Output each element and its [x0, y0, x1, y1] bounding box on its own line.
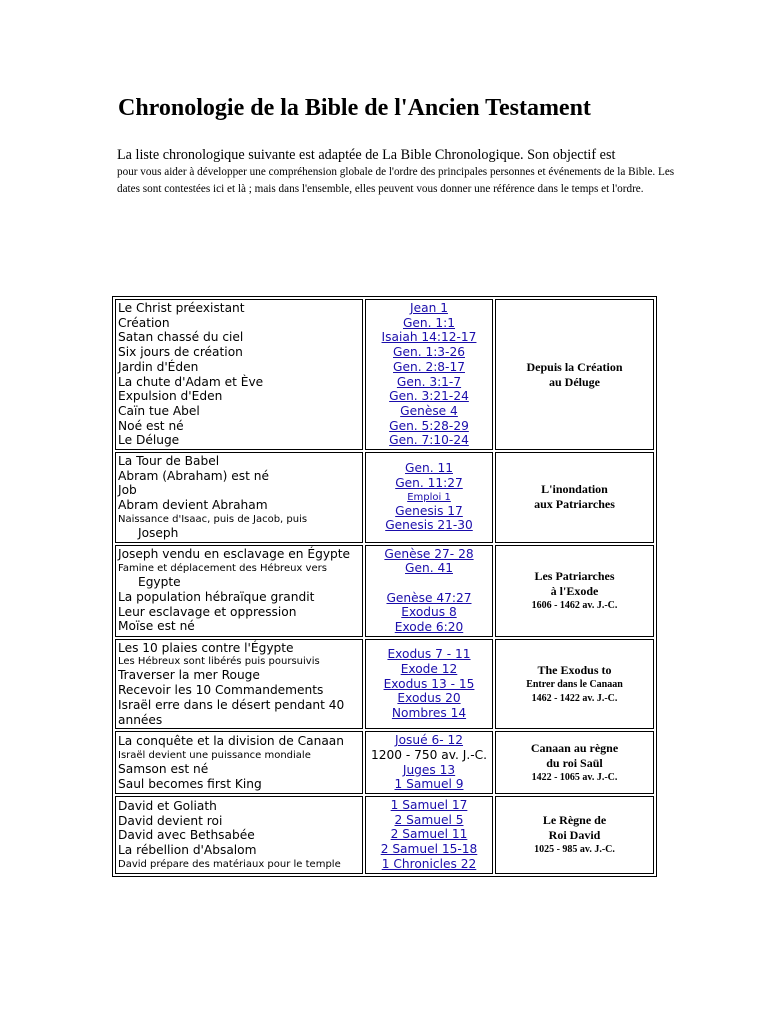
event-item: Noé est né [118, 418, 184, 433]
scripture-link[interactable]: 1 Samuel 17 [390, 798, 468, 813]
scripture-link[interactable]: Emploi 1 [407, 491, 451, 503]
scripture-link[interactable]: Gen. 2:8-17 [393, 359, 465, 374]
table-row [115, 452, 654, 543]
event-item: La rébellion d'Absalom [118, 843, 257, 858]
scripture-link[interactable]: 1 Samuel 9 [394, 777, 464, 792]
scripture-link[interactable]: Genesis 21-30 [385, 518, 473, 533]
scripture-link[interactable]: Exodus 7 - 11 [387, 647, 471, 662]
period-title: du roi Saül [546, 755, 603, 770]
event-item: Naissance d'Isaac, puis de Jacob, puis [118, 513, 308, 525]
period-dates: 1025 - 985 av. J.-C. [534, 843, 615, 855]
scripture-link[interactable]: Juges 13 [402, 762, 456, 777]
period-dates: 1606 - 1462 av. J.-C. [531, 599, 618, 611]
event-item: Le Christ préexistant [118, 301, 245, 315]
page-title: Chronologie de la Bible de l'Ancien Testament [118, 95, 591, 121]
scripture-link[interactable]: Genèse 27- 28 [384, 546, 474, 561]
period-title: au Déluge [549, 374, 600, 389]
scripture-link[interactable]: 2 Samuel 5 [394, 812, 464, 827]
event-item: Traverser la mer Rouge [118, 668, 260, 683]
references-cell [365, 452, 493, 543]
scripture-link[interactable]: 1 Chronicles 22 [381, 856, 477, 871]
event-item: Satan chassé du ciel [118, 330, 244, 345]
scripture-link[interactable]: 2 Samuel 15-18 [380, 842, 478, 857]
event-item: Leur esclavage et oppression [118, 604, 297, 619]
scripture-link[interactable]: 2 Samuel 11 [390, 827, 468, 842]
event-item: Caïn tue Abel [118, 403, 200, 418]
period-cell [495, 796, 654, 874]
intro-paragraph [117, 146, 677, 197]
period-title: aux Patriarches [534, 497, 615, 512]
chronology-table [112, 296, 657, 877]
event-item: La Tour de Babel [118, 454, 220, 469]
period-title: Le Règne de [542, 812, 607, 827]
scripture-link[interactable]: Exode 6:20 [394, 620, 464, 635]
event-item: Recevoir les 10 Commandements [118, 683, 324, 698]
period-title: à l'Exode [550, 583, 599, 598]
event-item: Jardin d'Éden [118, 359, 199, 374]
scripture-link[interactable]: Gen. 7:10-24 [389, 433, 469, 448]
references-cell [365, 545, 493, 637]
event-item: Famine et déplacement des Hébreux vers [118, 563, 327, 575]
event-item: Saul becomes first King [118, 776, 262, 791]
event-item: Création [118, 315, 170, 330]
period-title: Les Patriarches [534, 568, 615, 583]
scripture-link[interactable]: Exode 12 [400, 661, 458, 676]
table-row [115, 299, 654, 450]
period-title: Canaan au règne [530, 740, 619, 755]
period-title: The Exodus to [537, 662, 612, 677]
scripture-link[interactable]: Gen. 5:28-29 [389, 418, 469, 433]
scripture-link[interactable]: Isaiah 14:12-17 [381, 330, 477, 345]
period-cell [495, 639, 654, 730]
scripture-link[interactable]: Gen. 3:1-7 [396, 374, 462, 389]
events-cell [115, 545, 363, 637]
events-cell [115, 731, 363, 794]
scripture-link[interactable]: Josué 6- 12 [394, 733, 464, 748]
scripture-link[interactable]: Exodus 13 - 15 [383, 676, 475, 691]
event-item: Moïse est né [118, 619, 195, 634]
intro-first-line: La liste chronologique suivante est adaptée de La Bible Chronologique. Son objectif est [117, 147, 616, 163]
table-row [115, 545, 654, 637]
period-cell [495, 452, 654, 543]
intro-body: pour vous aider à développer une compréhension globale de l'ordre des principales personnes et événements de la Bible. Les dates sont contestées ici et là ; mais dans l'ensemble, elles peuvent vous donner une référence dans le temps et l'ordre. [117, 166, 675, 195]
scripture-link[interactable]: Exodus 20 [397, 691, 461, 706]
event-item: David prépare des matériaux pour le temple [118, 858, 341, 870]
event-item: Joseph [138, 525, 179, 540]
event-item: Les 10 plaies contre l'Égypte [118, 640, 294, 655]
scripture-link[interactable]: Gen. 41 [405, 561, 453, 576]
event-item: La population hébraïque grandit [118, 589, 315, 604]
scripture-link[interactable]: Nombres 14 [391, 706, 467, 721]
events-cell [115, 299, 363, 450]
references-cell [365, 731, 493, 794]
scripture-link[interactable]: Gen. 3:21-24 [389, 389, 469, 404]
scripture-link[interactable]: Jean 1 [410, 301, 448, 315]
scripture-link[interactable]: Genèse 4 [400, 403, 458, 418]
date-range: 1200 - 750 av. J.-C. [370, 747, 488, 762]
period-subtitle: Entrer dans le Canaan [526, 678, 623, 690]
references-cell [365, 299, 493, 450]
events-cell [115, 452, 363, 543]
period-cell [495, 545, 654, 637]
spacer [368, 576, 490, 591]
event-item: La chute d'Adam et Ève [118, 374, 264, 389]
event-item: Abram (Abraham) est né [118, 468, 270, 483]
event-item: Joseph vendu en esclavage en Égypte [118, 547, 351, 562]
scripture-link[interactable]: Gen. 1:1 [402, 315, 456, 330]
references-cell [365, 639, 493, 730]
period-cell [495, 299, 654, 450]
table-row [115, 796, 654, 874]
event-item: Israël devient une puissance mondiale [118, 749, 311, 761]
period-title: L'inondation [541, 482, 608, 497]
scripture-link[interactable]: Gen. 1:3-26 [393, 345, 465, 360]
event-item: Egypte [138, 575, 181, 590]
event-item: David avec Bethsabée [118, 828, 255, 843]
events-cell [115, 796, 363, 874]
event-item: Israël erre dans le désert pendant 40 [118, 697, 345, 712]
period-title: Roi David [548, 827, 601, 842]
scripture-link[interactable]: Exodus 8 [401, 605, 457, 620]
scripture-link[interactable]: Genèse 47:27 [386, 590, 472, 605]
events-cell [115, 639, 363, 730]
event-item: Job [118, 483, 137, 498]
event-item: La conquête et la division de Canaan [118, 734, 344, 749]
scripture-link[interactable]: Genesis 17 [395, 503, 463, 518]
period-dates: 1462 - 1422 av. J.-C. [531, 692, 618, 704]
period-cell [495, 731, 654, 794]
event-item: Expulsion d'Eden [118, 389, 223, 404]
event-item: David et Goliath [118, 798, 217, 813]
event-item: Abram devient Abraham [118, 498, 268, 513]
references-cell [365, 796, 493, 874]
period-dates: 1422 - 1065 av. J.-C. [531, 771, 618, 783]
scripture-link[interactable]: Gen. 11:27 [395, 476, 463, 491]
table-row [115, 639, 654, 730]
event-item: David devient roi [118, 813, 223, 828]
event-item: Samson est né [118, 761, 209, 776]
table-row [115, 731, 654, 794]
event-item: Les Hébreux sont libérés puis poursuivis [118, 656, 320, 668]
event-item: Le Déluge [118, 433, 180, 448]
event-item: années [118, 712, 163, 727]
event-item: Six jours de création [118, 345, 243, 360]
period-title: Depuis la Création [526, 359, 623, 374]
scripture-link[interactable]: Gen. 11 [405, 461, 453, 476]
